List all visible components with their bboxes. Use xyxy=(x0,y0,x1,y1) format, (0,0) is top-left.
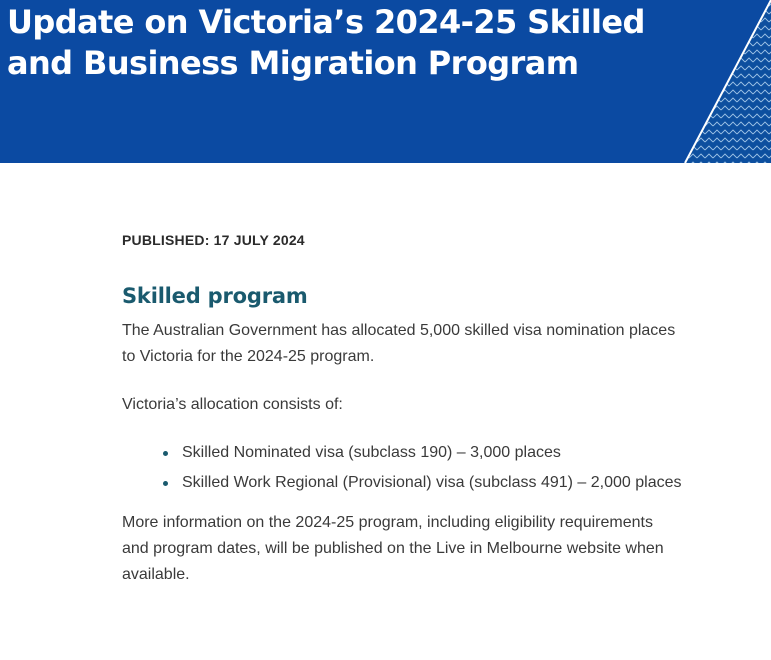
list-item xyxy=(182,440,682,466)
bullet-icon xyxy=(163,451,168,456)
list-item-text: Skilled Nominated visa (subclass 190) – 3,000 places xyxy=(182,444,561,461)
hero-banner xyxy=(0,0,771,163)
page-title: Update on Victoria’s 2024-25 Skilled and Business Migration Program xyxy=(7,3,645,82)
article-content xyxy=(122,230,682,588)
more-information-paragraph: More information on the 2024-25 program, including eligibility requirements and program dates, will be published on the Live in Melbourne website when available. xyxy=(122,514,664,583)
allocation-intro-paragraph: Victoria’s allocation consists of: xyxy=(122,396,343,413)
allocation-list xyxy=(122,440,682,496)
list-item xyxy=(182,470,682,496)
published-date: PUBLISHED: 17 JULY 2024 xyxy=(122,232,305,248)
list-item-text: Skilled Work Regional (Provisional) visa (subclass 491) – 2,000 places xyxy=(182,474,682,491)
allocation-paragraph: The Australian Government has allocated 5,000 skilled visa nomination places to Victoria for the 2024-25 program. xyxy=(122,322,676,365)
section-heading: Skilled program xyxy=(122,284,308,308)
chevron-pattern-decoration xyxy=(681,0,771,163)
bullet-icon xyxy=(163,481,168,486)
